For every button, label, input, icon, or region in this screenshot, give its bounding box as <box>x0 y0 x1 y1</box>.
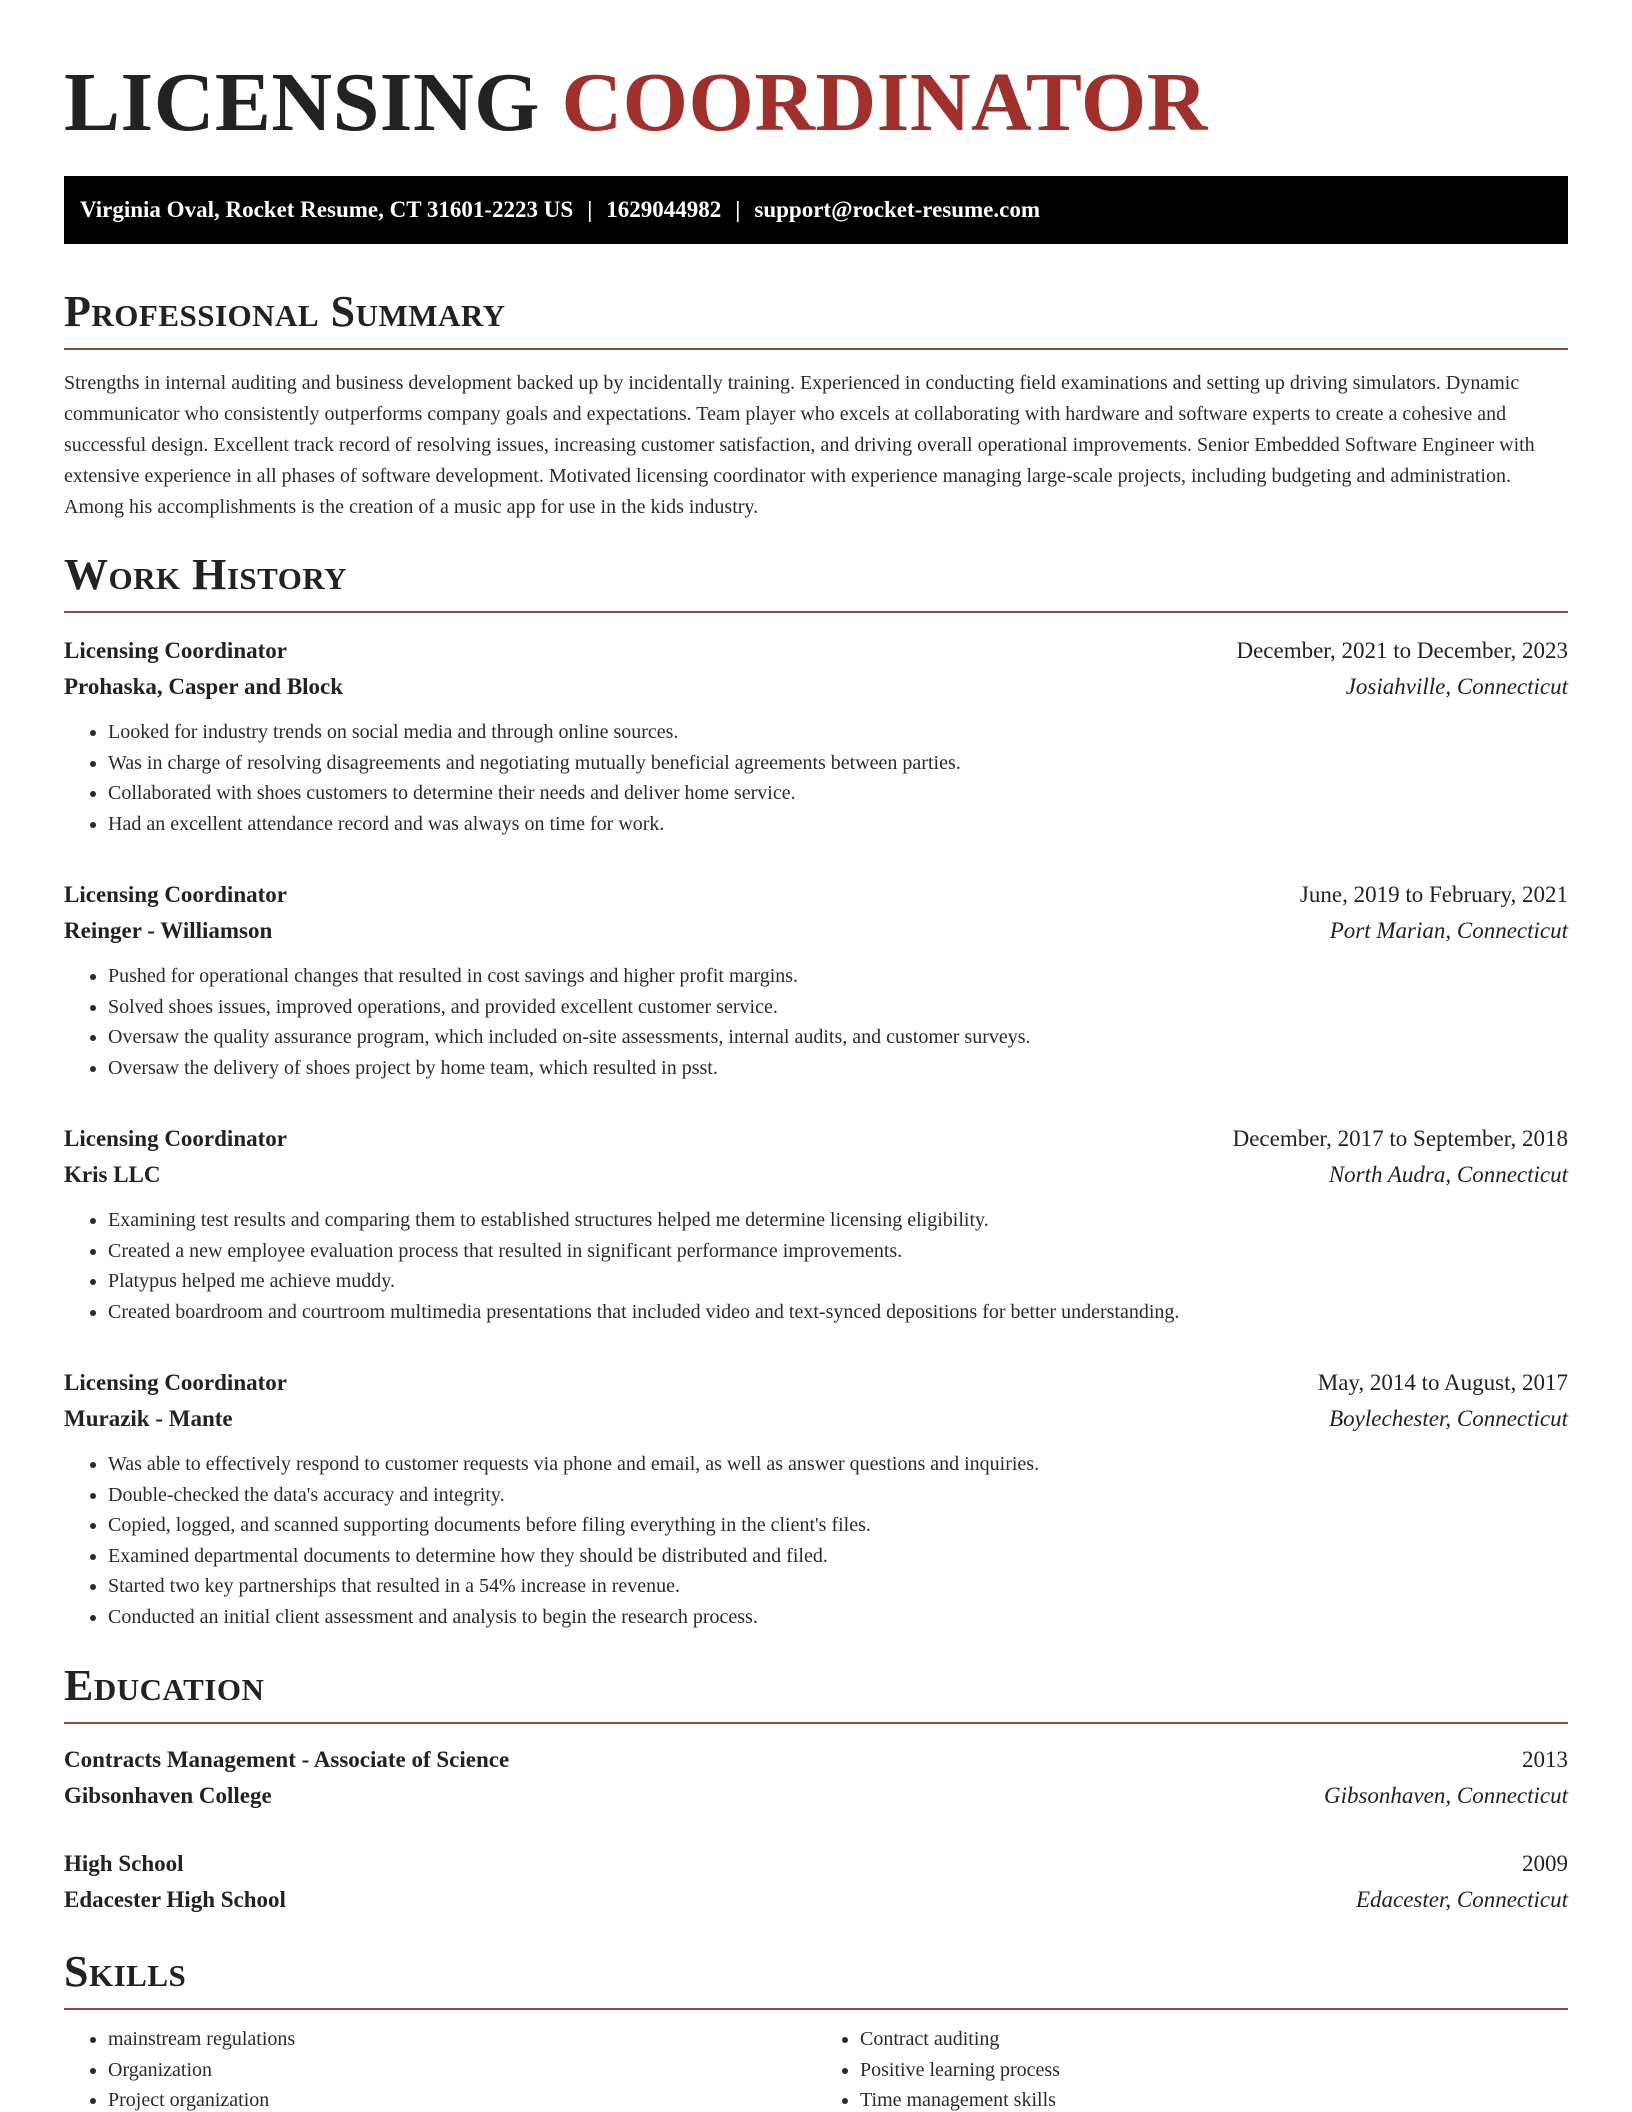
job-role: Licensing Coordinator <box>64 882 287 907</box>
job-role: Licensing Coordinator <box>64 1126 287 1151</box>
job-location: Port Marian, Connecticut <box>1329 918 1568 943</box>
job-bullets <box>64 961 1568 1083</box>
job-company: Reinger - Williamson <box>64 918 273 943</box>
job-bullet: • Examining test results and comparing them to established structures helped me determine licensing eligibility. <box>108 1205 1568 1236</box>
job-role: Licensing Coordinator <box>64 638 287 663</box>
skill-item: • Positive learning process <box>860 2055 1568 2086</box>
skills-columns <box>64 2024 1568 2112</box>
job-bullet: • Looked for industry trends on social media and through online sources. <box>108 717 1568 748</box>
job-bullet: • Collaborated with shoes customers to determine their needs and deliver home service. <box>108 778 1568 809</box>
skill-item: • Organization <box>108 2055 816 2086</box>
job-company-row <box>64 1401 1568 1437</box>
job-dates: May, 2014 to August, 2017 <box>1317 1370 1568 1395</box>
skill-item: • Project organization <box>108 2085 816 2112</box>
education-year: 2013 <box>1522 1747 1568 1772</box>
job-bullet: • Created a new employee evaluation process that resulted in significant performance improvements. <box>108 1236 1568 1267</box>
section-title-education: Education <box>64 1661 265 1710</box>
job-bullet: • Pushed for operational changes that resulted in cost savings and higher profit margins. <box>108 961 1568 992</box>
job-company-row <box>64 1157 1568 1193</box>
job-bullet: • Created boardroom and courtroom multimedia presentations that included video and text-synced depositions for better understanding. <box>108 1297 1568 1328</box>
job-location: Josiahville, Connecticut <box>1345 674 1568 699</box>
section-title-work-history: Work History <box>64 550 348 599</box>
education-school: Gibsonhaven College <box>64 1783 272 1808</box>
job-entry <box>64 1365 1568 1632</box>
section-divider <box>64 611 1568 613</box>
section-divider <box>64 2008 1568 2010</box>
contact-phone: 1629044982 <box>606 197 722 222</box>
education-school: Edacester High School <box>64 1887 286 1912</box>
name-last-word: COORDINATOR <box>561 56 1208 149</box>
job-header-row <box>64 633 1568 669</box>
job-bullet: • Had an excellent attendance record and was always on time for work. <box>108 809 1568 840</box>
job-bullet: • Oversaw the quality assurance program, which included on-site assessments, internal audits, and customer surveys. <box>108 1022 1568 1053</box>
section-divider <box>64 348 1568 350</box>
contact-separator: | <box>587 197 593 222</box>
skill-item: • Time management skills <box>860 2085 1568 2112</box>
contact-bar <box>64 176 1568 244</box>
job-bullet: • Copied, logged, and scanned supporting documents before filing everything in the client's files. <box>108 1510 1568 1541</box>
education-degree: Contracts Management - Associate of Science <box>64 1747 510 1772</box>
skills-list-left <box>64 2024 816 2112</box>
job-bullet: • Solved shoes issues, improved operations, and provided excellent customer service. <box>108 992 1568 1023</box>
education-degree: High School <box>64 1851 184 1876</box>
job-location: North Audra, Connecticut <box>1328 1162 1568 1187</box>
summary-text: Strengths in internal auditing and business development backed up by incidentally training. Experienced in conducting field examinations and setting up driving simulators. Dynamic communicator who consistently outperforms company goals and expectations. Team player who excels at collaborating with hardware and software experts to create a cohesive and successful design. Excellent track record of resolving issues, increasing customer satisfaction, and driving overall operational improvements. Senior Embedded Software Engineer with extensive experience in all phases of software development. Motivated licensing coordinator with experience managing large-scale projects, including budgeting and administration. Among his accomplishments is the creation of a music app for use in the kids industry. <box>64 372 1535 518</box>
job-dates: June, 2019 to February, 2021 <box>1299 882 1568 907</box>
education-degree-row <box>64 1742 1568 1778</box>
job-header-row <box>64 877 1568 913</box>
contact-separator: | <box>735 197 741 222</box>
job-company: Prohaska, Casper and Block <box>64 674 344 699</box>
job-company: Murazik - Mante <box>64 1406 233 1431</box>
job-bullet: • Double-checked the data's accuracy and integrity. <box>108 1480 1568 1511</box>
job-bullet: • Examined departmental documents to determine how they should be distributed and filed. <box>108 1541 1568 1572</box>
skill-item: • Contract auditing <box>860 2024 1568 2055</box>
education-entry <box>64 1742 1568 1814</box>
education-location: Gibsonhaven, Connecticut <box>1323 1783 1568 1808</box>
education-location: Edacester, Connecticut <box>1355 1887 1568 1912</box>
job-role: Licensing Coordinator <box>64 1370 287 1395</box>
job-entry <box>64 1121 1568 1327</box>
job-entry <box>64 877 1568 1083</box>
education-entry <box>64 1846 1568 1918</box>
job-entry <box>64 633 1568 839</box>
job-bullets <box>64 717 1568 839</box>
job-company-row <box>64 669 1568 705</box>
job-company: Kris LLC <box>64 1162 161 1187</box>
job-bullets <box>64 1205 1568 1327</box>
name-first-word: LICENSING <box>64 56 540 149</box>
education-year: 2009 <box>1522 1851 1568 1876</box>
job-header-row <box>64 1365 1568 1401</box>
job-bullet: • Conducted an initial client assessment and analysis to begin the research process. <box>108 1602 1568 1633</box>
resume-name <box>64 0 1568 148</box>
skills-list-right <box>816 2024 1568 2112</box>
contact-email: support@rocket-resume.com <box>754 197 1041 222</box>
contact-address: Virginia Oval, Rocket Resume, CT 31601-2223 US <box>80 197 574 222</box>
skill-item: • mainstream regulations <box>108 2024 816 2055</box>
job-bullets <box>64 1449 1568 1632</box>
job-bullet: • Was in charge of resolving disagreements and negotiating mutually beneficial agreements between parties. <box>108 748 1568 779</box>
education-degree-row <box>64 1846 1568 1882</box>
job-bullet: • Was able to effectively respond to customer requests via phone and email, as well as answer questions and inquiries. <box>108 1449 1568 1480</box>
job-company-row <box>64 913 1568 949</box>
job-dates: December, 2017 to September, 2018 <box>1232 1126 1568 1151</box>
job-dates: December, 2021 to December, 2023 <box>1236 638 1568 663</box>
job-bullet: • Oversaw the delivery of shoes project by home team, which resulted in psst. <box>108 1053 1568 1084</box>
job-header-row <box>64 1121 1568 1157</box>
job-location: Boylechester, Connecticut <box>1329 1406 1568 1431</box>
section-title-summary: Professional Summary <box>64 287 506 336</box>
job-bullet: • Platypus helped me achieve muddy. <box>108 1266 1568 1297</box>
education-school-row <box>64 1778 1568 1814</box>
job-bullet: • Started two key partnerships that resulted in a 54% increase in revenue. <box>108 1571 1568 1602</box>
education-school-row <box>64 1882 1568 1918</box>
section-title-skills: Skills <box>64 1947 187 1996</box>
section-divider <box>64 1722 1568 1724</box>
